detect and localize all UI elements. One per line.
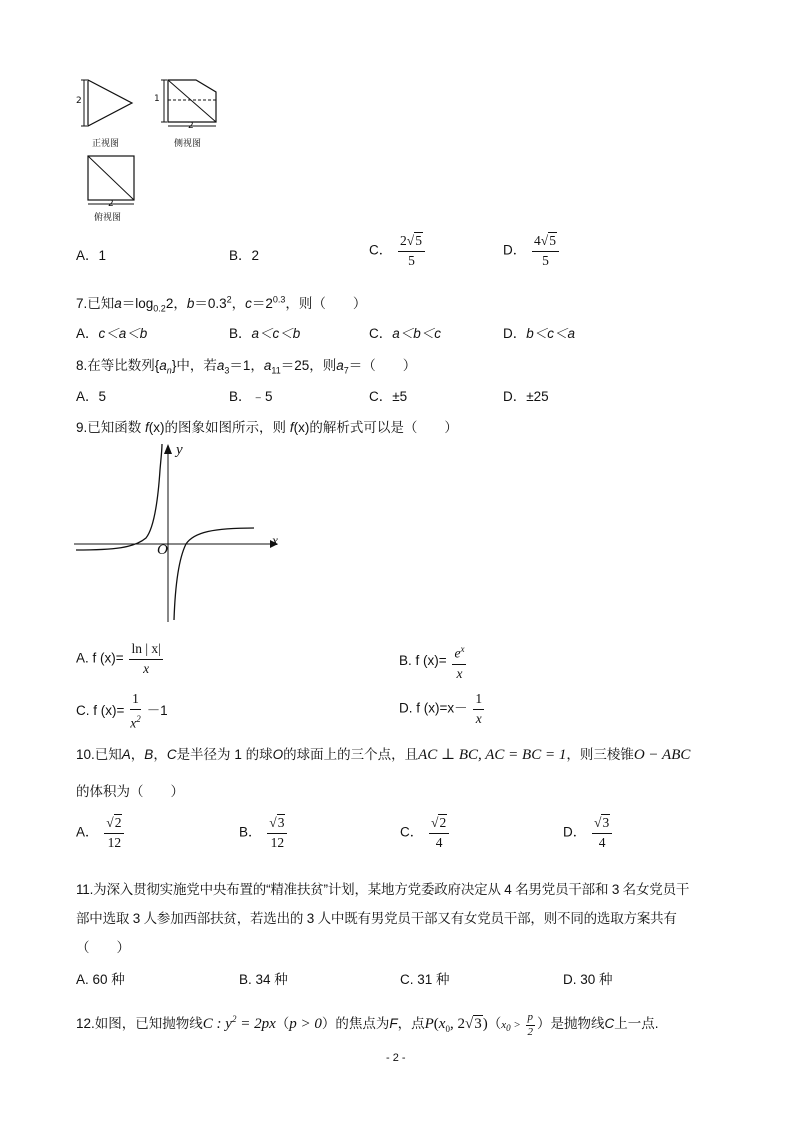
q9-a-fx: f (x)= <box>92 650 124 666</box>
q10-stem-4: ，则三棱锥 <box>566 747 634 762</box>
q7-a-body: c＜a＜b <box>98 326 148 341</box>
q7-log-arg: 2， <box>165 296 187 311</box>
q8-prefix: 8.在等比数列{ <box>76 358 160 373</box>
q7-tail: ，则（ ） <box>285 296 367 311</box>
q9-a-den: x <box>143 661 150 676</box>
q6-d-coef: 4 <box>534 233 541 248</box>
q9-a-prefix: A. <box>76 650 89 666</box>
q7-eq2: ＝0.3 <box>194 296 227 311</box>
side-dim-height-label: 1 <box>154 94 160 104</box>
q9-c-tail: －1 <box>146 702 168 718</box>
q9-x2: (x) <box>293 420 310 435</box>
three-views-figure <box>76 74 226 224</box>
q9-c-fraction <box>130 690 141 733</box>
q7-c-body: a＜b＜c <box>392 326 442 341</box>
top-dim-label: 2 <box>108 199 114 209</box>
q6-d-prefix: D． <box>503 242 527 258</box>
q8-option-c: C．±5 <box>369 389 408 404</box>
q12-stem: 12.如图，已知抛物线C : $y^2 = 2px(p > 0)$的焦点为F，点$P(x_0$, $2√3)(x_0$ > $\frac{p}{2}$ ）是抛物线C上一点. <box>76 1011 659 1039</box>
q7-prefix: 7.已知 <box>76 296 115 311</box>
q7-b-exp: 2 <box>226 294 232 305</box>
q10-c-prefix: C． <box>400 824 424 840</box>
q9-option-c <box>76 690 168 733</box>
q7-d-body: b＜c＜a <box>526 326 576 341</box>
q9-c-num: 1 <box>130 690 141 710</box>
q9-axis-y-label: y <box>176 442 183 458</box>
side-dim-width-label: 2 <box>188 121 194 131</box>
q8-a3: a <box>216 358 225 373</box>
q8-a3-val: ＝1， <box>229 358 264 373</box>
q9-c-prefix: C. <box>76 702 90 718</box>
q12-curve-c: C <box>604 1016 615 1031</box>
q8-sub-n: n <box>166 365 172 376</box>
q6-option-c <box>369 232 427 270</box>
q10-option-a <box>76 814 126 852</box>
q10-b-den: 12 <box>270 835 285 850</box>
q11-line1: 11.为深入贯彻实施党中央布置的“精准扶贫”计划，某地方党委政府决定从 4 名男党员干部和 3 名女党员干 <box>76 882 690 897</box>
q12-focus-f: F <box>389 1016 398 1031</box>
q8-a11-val: ＝25，则 <box>280 358 337 373</box>
q10-a-radicand: 2 <box>114 815 122 830</box>
q6-option-b: B．2 <box>229 248 260 263</box>
q10-stem-line2: 的体积为（ ） <box>76 784 184 799</box>
q10-c-radicand: 2 <box>439 815 447 830</box>
q9-option-d <box>399 690 486 728</box>
q10-comma-2: ， <box>153 747 167 762</box>
q9-b-base: e <box>454 645 461 661</box>
q7-var-b: b <box>186 296 195 311</box>
q9-origin-label: O <box>157 542 168 558</box>
front-dim-label: 2 <box>76 96 82 106</box>
q12-stem-2: ，点 <box>397 1016 425 1031</box>
q10-stem-1: 10.已知 <box>76 747 122 762</box>
q7-c-prefix: C． <box>369 326 393 341</box>
three-views-drawing <box>76 74 226 224</box>
q12-paren-2: ）的焦点为 <box>321 1016 390 1031</box>
q8-option-d: D．±25 <box>503 389 549 404</box>
q9-a-fraction <box>129 640 162 678</box>
q11-option-c: C. 31 种 <box>400 972 450 987</box>
q12-tail: 上一点. <box>614 1016 659 1031</box>
q10-c-den: 4 <box>435 835 443 850</box>
q11-option-d: D. 30 种 <box>563 972 613 987</box>
q9-f: f <box>145 420 149 435</box>
q9-stem <box>76 416 458 436</box>
q9-b-fx: f (x)= <box>415 652 447 668</box>
q6-option-d <box>503 232 561 270</box>
q11-line3: （ ） <box>76 940 130 955</box>
q8-a7: a <box>336 358 344 373</box>
q8-a3-sub: 3 <box>224 365 230 376</box>
q11-option-b: B. 34 种 <box>239 972 288 987</box>
q12-x0-sub: 0 <box>506 1023 511 1034</box>
q9-c-fx: f (x)= <box>93 702 125 718</box>
q8-stem <box>76 354 416 376</box>
q9-d-den: x <box>475 711 482 726</box>
q9-b-den: x <box>456 665 463 681</box>
side-view-caption: 侧视图 <box>174 139 202 149</box>
q6-option-a: A．1 <box>76 248 107 263</box>
q6-c-prefix: C． <box>369 242 393 258</box>
q10-point-a: A <box>121 747 131 762</box>
q6-d-fraction: $\frac{4√5}{5}$ <box>532 232 559 270</box>
q9-stem-1: 9.已知函数 <box>76 420 142 435</box>
q10-stem-2: 是半径为 1 的球 <box>176 747 273 762</box>
q10-d-radicand: 3 <box>602 815 610 830</box>
q10-d-fraction: $\frac{√3}{4}$ <box>592 814 612 852</box>
q9-d-fraction <box>473 690 484 728</box>
q12-p-x-sub: 0 <box>445 1024 450 1034</box>
q9-option-a <box>76 640 165 678</box>
q10-c-fraction: $\frac{√2}{4}$ <box>429 814 449 852</box>
q9-f2: f <box>289 420 294 435</box>
q12-stem-1: 12.如图，已知抛物线 <box>76 1016 203 1031</box>
q8-mid: }中，若 <box>171 358 217 373</box>
q12-curve-exp: 2 <box>231 1014 237 1024</box>
q10-option-b <box>239 814 289 852</box>
q12-paren-1: （ <box>275 1016 290 1031</box>
q9-c-den-base: x <box>130 715 137 731</box>
q10-b-radicand: 3 <box>277 815 285 830</box>
q10-option-d <box>563 814 614 852</box>
q9-stem-3: 的解析式可以是（ ） <box>309 420 458 435</box>
q7-comma: ， <box>231 296 246 311</box>
q9-graph-svg <box>74 440 284 625</box>
q10-point-c: C <box>166 747 177 762</box>
q10-b-prefix: B． <box>239 824 262 840</box>
q7-d-prefix: D． <box>503 326 527 341</box>
q12-p-radicand: 3 <box>474 1016 482 1032</box>
q10-pyramid: O − ABC <box>633 747 691 763</box>
q10-point-b: B <box>144 747 154 762</box>
q9-graph <box>74 440 284 625</box>
q6-c-radicand: 5 <box>415 233 422 248</box>
q12-x0: x <box>501 1019 507 1031</box>
q10-a-den: 12 <box>107 835 122 850</box>
q12-p-num: p <box>526 1011 536 1026</box>
q10-stem-3: 的球面上的三个点，且 <box>283 747 419 762</box>
q10-point-o: O <box>272 747 284 762</box>
q8-var-a: a <box>159 358 167 373</box>
q9-d-fx: f (x)=x－ <box>416 700 468 716</box>
q9-d-num: 1 <box>473 690 484 710</box>
q7-var-c: c <box>245 296 252 311</box>
q9-stem-2: 的图象如图所示，则 <box>164 420 287 435</box>
q12-paren-4: ）是抛物线 <box>537 1016 605 1031</box>
q7-a-prefix: A． <box>76 326 99 341</box>
q10-condition: AC ⊥ BC, AC = BC = 1 <box>418 747 567 763</box>
q9-b-exp: x <box>460 644 465 654</box>
q12-p-x: x <box>438 1016 446 1032</box>
q7-option-c <box>369 322 441 342</box>
q10-option-c <box>400 814 451 852</box>
q9-option-b <box>399 640 468 683</box>
q10-a-prefix: A． <box>76 824 99 840</box>
q7-option-a <box>76 322 147 342</box>
q6-c-den: 5 <box>408 253 415 268</box>
q8-tail: ＝（ ） <box>348 358 417 373</box>
q8-a11: a <box>263 358 272 373</box>
page-number: - 2 - <box>386 1052 406 1064</box>
q12-p-den: 2 <box>527 1026 534 1039</box>
q6-d-den: 5 <box>542 253 549 268</box>
q12-curve: C : y <box>202 1016 232 1032</box>
top-view-caption: 俯视图 <box>94 213 122 223</box>
q12-curve-rhs: = 2px <box>236 1016 276 1032</box>
q9-b-prefix: B. <box>399 652 412 668</box>
q12-p-rest: , 2 <box>449 1016 465 1032</box>
q10-d-prefix: D． <box>563 824 587 840</box>
q10-comma-1: ， <box>130 747 145 762</box>
q9-b-fraction <box>452 640 466 683</box>
q11-option-a: A. 60 种 <box>76 972 125 987</box>
q9-a-num: ln | x| <box>129 640 162 660</box>
q12-point-p: P <box>424 1016 434 1032</box>
q9-c-den-exp: 2 <box>136 714 141 724</box>
q6-d-radicand: 5 <box>549 233 556 248</box>
q7-log-base: 0.2 <box>153 303 166 314</box>
q8-option-b: B．﹣5 <box>229 389 273 404</box>
front-view-caption: 正视图 <box>92 139 120 149</box>
q7-stem <box>76 292 366 314</box>
q10-d-den: 4 <box>598 835 606 850</box>
q7-b-prefix: B． <box>229 326 252 341</box>
q7-var-a: a <box>114 296 122 311</box>
q8-a11-sub: 11 <box>271 365 281 376</box>
q7-c-exp: 0.3 <box>272 294 286 305</box>
q10-a-fraction: $\frac{√2}{12}$ <box>104 814 124 852</box>
q6-c-coef: 2 <box>400 233 407 248</box>
q6-c-fraction: $\frac{2√5}{5}$ <box>398 232 425 270</box>
q12-paren-3: （ <box>487 1016 502 1031</box>
q10-b-fraction: $\frac{√3}{12}$ <box>267 814 287 852</box>
q7-option-d <box>503 322 575 342</box>
q9-d-prefix: D. <box>399 700 413 716</box>
q9-axis-x-label: x <box>272 533 278 548</box>
q7-eq3: ＝2 <box>251 296 273 311</box>
q9-x1: (x) <box>148 420 165 435</box>
q8-option-a: A．5 <box>76 389 107 404</box>
q12-condition: p > 0 <box>289 1016 322 1032</box>
q12-gt: > <box>510 1019 524 1031</box>
q7-b-body: a＜c＜b <box>251 326 301 341</box>
q7-eq1: ＝log <box>121 296 154 311</box>
q8-a7-sub: 7 <box>343 365 349 376</box>
q7-option-b <box>229 322 300 342</box>
q11-line2: 部中选取 3 人参加西部扶贫，若选出的 3 人中既有男党员干部又有女党员干部，则不同的选取方案共有 <box>76 911 677 926</box>
q10-stem-line1 <box>76 743 690 764</box>
